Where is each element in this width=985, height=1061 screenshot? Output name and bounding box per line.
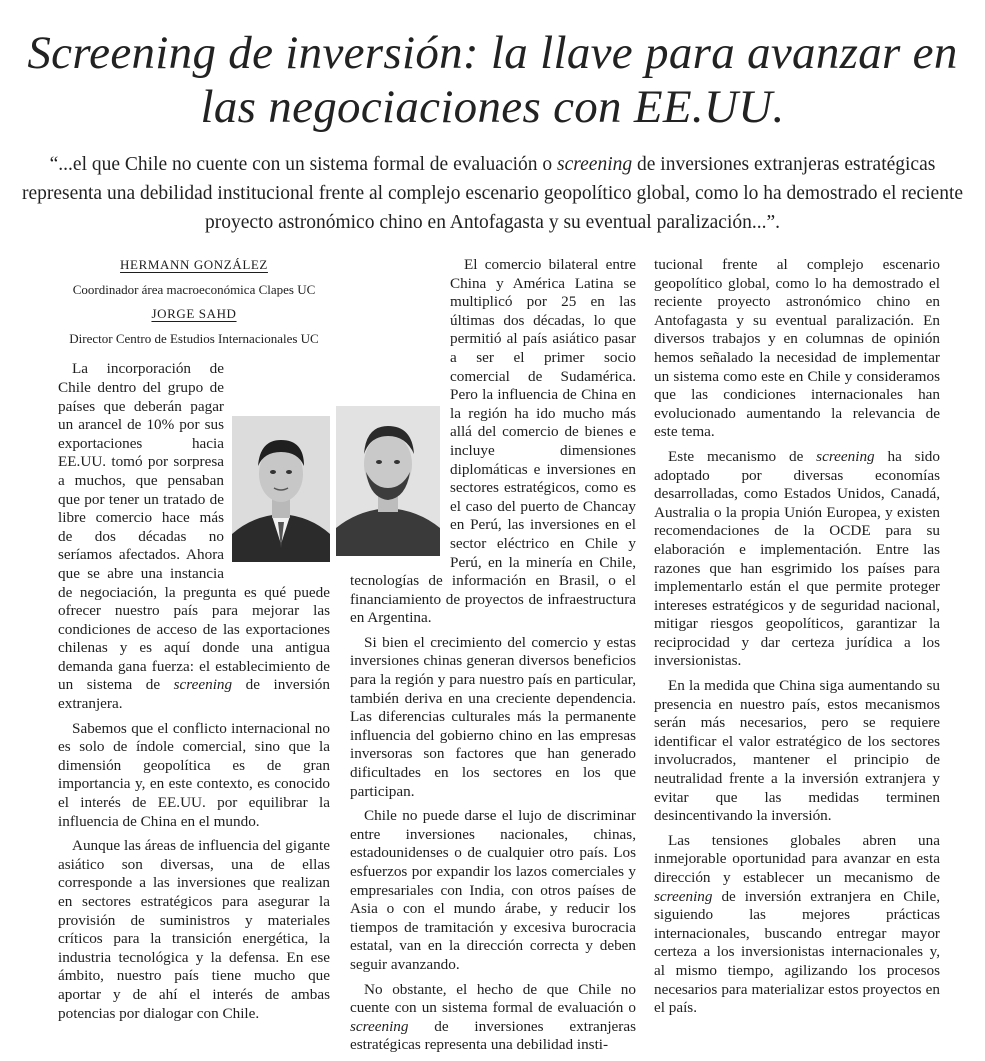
paragraph: tucional frente al complejo escenario geopolítico global, como lo ha demostrado el reciente proyecto astronómico chino en Antofagasta y su eventual paralización. En diversos trabajos y en columnas de opinión hemos señalado la necesidad de implementar un sistema como este en Chile y consideramos que las condiciones internacionales han evolucionado aumentando la relevancia de este tema. xyxy=(654,256,940,441)
paragraph: Si bien el crecimiento del comercio y estas inversiones chinas generan diversos beneficios para la región y para nuestro país en particular, también deriva en una creciente dependencia. Las diferencias culturales más la permanente influencia del gobierno chino en las empresas inversoras son factores que han generado dificultades en los sectores en los que participan. xyxy=(350,633,636,800)
paragraph-emphasis: screening xyxy=(173,676,233,694)
author-name-2: JORGE SAHD xyxy=(151,306,237,322)
author-photo-jorge-sahd xyxy=(336,406,440,556)
article-pull-quote xyxy=(20,150,965,237)
paragraph: Aunque las áreas de influencia del gigante asiático son diversas, una de ellas corresponde a las inversiones que realizan en sectores estratégicos para asegurar la provisión de suministros y materiales críticos para la transición energética, la industria tecnológica y la defensa. En ese ámbito, nuestro país tiene mucho que aportar y de ahí el interés de ambas potencias por dialogar con Chile. xyxy=(58,837,330,1022)
paragraph-text: No obstante, el hecho de que Chile no cuente con un sistema formal de evaluación o xyxy=(350,980,636,1017)
dek-emphasis: screening xyxy=(557,154,633,175)
paragraph xyxy=(350,981,636,1055)
paragraph: Sabemos que el conflicto internacional no es solo de índole comercial, sino que la dimensión geopolítica es de gran importancia y, en este contexto, es conocido el interés de EE.UU. por equilibrar la influencia de China en el mundo. xyxy=(58,719,330,830)
paragraph-text: de inversión extranjera. xyxy=(58,676,330,713)
paragraph-text: de inversión extranjera en Chile, siguiendo las mejores prácticas internacionales, buscando entregar mayor certeza a los inversionistas internacionales y, al mismo tiempo, agilizando los procesos necesarios para materializar estos proyectos en el país. xyxy=(654,887,940,1017)
author-role-2: Director Centro de Estudios Internacionales UC xyxy=(69,330,319,346)
paragraph: En la medida que China siga aumentando su presencia en nuestro país, estos mecanismos serán más necesarios, pero se requiere identificar el valor estratégico de los sectores involucrados, mantener el principio de neutralidad frente a la inversión extranjera y evitar que las medidas terminen desincentivando la inversión. xyxy=(654,677,940,825)
paragraph xyxy=(654,448,940,671)
paragraph-text: La incorporación de Chile dentro del grupo de países que deberán pagar un arancel de 10% por sus exportaciones hacia EE.UU. tomó por sorpresa a muchos, que pensaban que por tener un tratado de libre comercio hace más de dos décadas no seríamos afectados. Ahora que se abre una instancia de negociación, la pregunta es qué puede ofrecer nuestro país para mejorar las condiciones de acceso de las exportaciones chilenas y es aquí donde una antigua demanda gana fuerza: el establecimiento de un sistema de xyxy=(58,360,330,694)
dek-text-after: de inversiones extranjeras estratégicas representa una debilidad institucional frente al complejo escenario geopolítico global, como lo ha demostrado el reciente proyecto astronómico chino en Antofagasta y su eventual paralización...”. xyxy=(21,154,964,233)
paragraph-text: ha sido adoptado por diversas economías desarrolladas, como Estados Unidos, Canadá, Australia o la propia Unión Europea, y existen recomendaciones de la OCDE para su elaboración e implementación. Entre las razones que han esgrimido los países para implementarlo están el que permite proteger intereses estratégicos y de seguridad nacional, mitigar riesgos geopolíticos, garantizar la reciprocidad y dar certeza jurídica a los inversionistas. xyxy=(654,447,940,670)
paragraph-text: El comercio bilateral entre China y América Latina se multiplicó por 25 en las últimas dos décadas, lo que permitió al país asiático pasar a ser el primer socio comercial de Sudamérica. Pero la influencia de China en la región ha ido mucho más allá del comercio de bienes e incluye dimensiones diplomáticas e inversiones en sectores estratégicos, como es el caso del puerto de Chancay en Perú, las inversiones en el sector eléctrico en Chile y Perú, en la minería en Chile, tecnologías de información en Brasil, o el financiamiento de proyectos de infraestructura en Argentina. xyxy=(350,256,636,627)
column-1 xyxy=(58,256,330,1029)
column-3 xyxy=(654,256,940,1024)
column-2 xyxy=(350,256,636,1061)
author-role-1: Coordinador área macroeconómica Clapes UC xyxy=(72,281,316,297)
paragraph xyxy=(350,256,636,628)
paragraph: Chile no puede darse el lujo de discriminar entre inversiones nacionales, chinas, estadounidenses o de cualquier otro país. Los esfuerzos por expandir los lazos comerciales y empresariales con India, con otros países de Asia o con el mundo árabe, y reducir los tiempos de tramitación y excesiva burocracia estatal, van en la dirección correcta y deben seguir avanzando. xyxy=(350,807,636,973)
author-photo-hermann-gonzalez xyxy=(232,416,330,562)
paragraph-emphasis: screening xyxy=(654,887,713,905)
paragraph-text: de inversiones extranjeras estratégicas representa una debilidad insti- xyxy=(350,1017,636,1054)
paragraph-text: Este mecanismo de xyxy=(668,447,817,465)
paragraph-emphasis: screening xyxy=(350,1017,409,1035)
article-headline: Screening de inversión: la llave para avanzar en las negociaciones con EE.UU. xyxy=(27,27,958,133)
paragraph-text: Las tensiones globales abren una inmejorable oportunidad para avanzar en esta dirección y establecer un mecanismo de xyxy=(654,831,940,886)
paragraph-emphasis: screening xyxy=(816,447,875,465)
author-name-1: HERMANN GONZÁLEZ xyxy=(120,257,268,272)
dek-text-before: “...el que Chile no cuente con un sistema formal de evaluación o xyxy=(49,154,558,175)
paragraph xyxy=(654,832,940,1018)
